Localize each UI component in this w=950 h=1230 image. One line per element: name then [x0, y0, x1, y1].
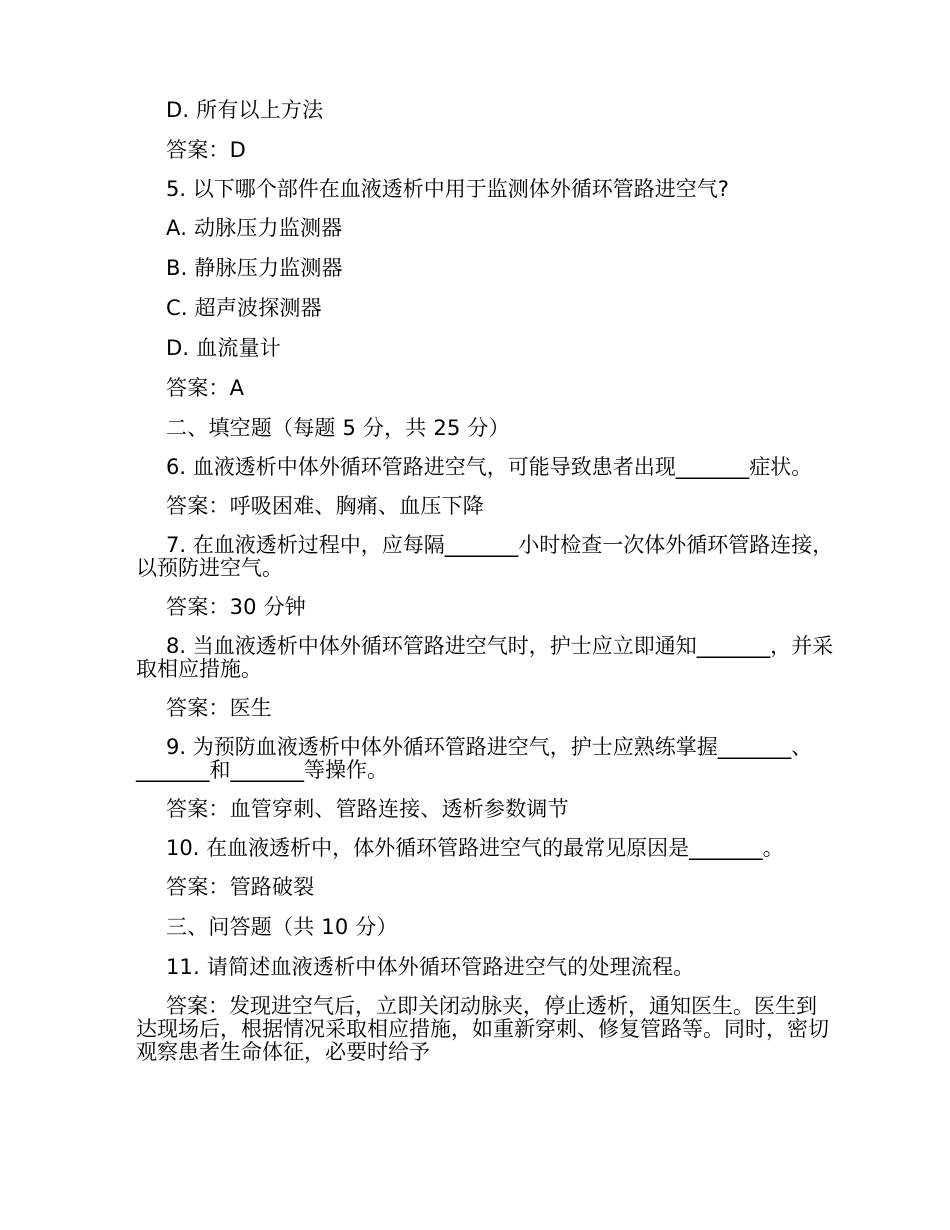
option-4d-block [136, 98, 836, 123]
question-5-block [136, 178, 836, 201]
answer-7: 答案：30 分钟 [166, 595, 306, 619]
option-5c: C. 超声波探测器 [166, 296, 322, 320]
question-6-block [136, 456, 836, 479]
question-7: 7. 在血液透析过程中，应每隔_______小时检查一次体外循环管路连接，以预防进空气。 [136, 533, 834, 580]
answer-8: 答案：医生 [166, 696, 272, 720]
answer-6: 答案：呼吸困难、胸痛、血压下降 [166, 494, 484, 518]
option-5d-block [136, 336, 836, 361]
option-5a: A. 动脉压力监测器 [166, 216, 343, 240]
question-8-block [136, 635, 836, 681]
answer-5-block [136, 376, 836, 401]
section-heading-3-block [136, 915, 836, 940]
question-9-block [136, 736, 836, 782]
question-10: 10. 在血液透析中，体外循环管路进空气的最常见原因是_______。 [166, 836, 784, 860]
option-5c-block [136, 296, 836, 321]
section-heading-3: 三、问答题（共 10 分） [166, 915, 398, 939]
section-heading-2-block [136, 416, 836, 441]
answer-11: 答案：发现进空气后，立即关闭动脉夹，停止透析，通知医生。医生到达现场后，根据情况采取相应措施，如重新穿刺、修复管路等。同时，密切观察患者生命体征，必要时给予 [136, 994, 829, 1064]
answer-9: 答案：血管穿刺、管路连接、透析参数调节 [166, 797, 569, 821]
option-4d: D. 所有以上方法 [166, 98, 324, 122]
answer-9-block [136, 797, 836, 822]
question-8: 8. 当血液透析中体外循环管路进空气时，护士应立即通知_______，并采取相应措施。 [136, 634, 834, 681]
answer-10-block [136, 875, 836, 900]
question-11-block [136, 955, 836, 980]
answer-8-block [136, 696, 836, 721]
answer-11-block [136, 995, 836, 1064]
option-5a-block [136, 216, 836, 241]
question-7-block [136, 534, 836, 580]
option-5d: D. 血流量计 [166, 336, 281, 360]
answer-4: 答案：D [166, 138, 246, 162]
answer-4-block [136, 138, 836, 163]
option-5b-block [136, 256, 836, 281]
answer-7-block [136, 595, 836, 620]
question-11: 11. 请简述血液透析中体外循环管路进空气的处理流程。 [166, 955, 695, 979]
answer-6-block [136, 494, 836, 519]
section-heading-2: 二、填空题（每题 5 分，共 25 分） [166, 416, 510, 440]
question-6: 6. 血液透析中体外循环管路进空气，可能导致患者出现_______症状。 [166, 455, 813, 479]
question-5: 5. 以下哪个部件在血液透析中用于监测体外循环管路进空气? [166, 177, 729, 201]
answer-10: 答案：管路破裂 [166, 875, 315, 899]
document-body [136, 98, 836, 1079]
question-9: 9. 为预防血液透析中体外循环管路进空气，护士应熟练掌握_______、_______和_______等操作。 [136, 735, 813, 782]
answer-5: 答案：A [166, 376, 245, 400]
option-5b: B. 静脉压力监测器 [166, 256, 343, 280]
question-10-block [136, 837, 836, 860]
